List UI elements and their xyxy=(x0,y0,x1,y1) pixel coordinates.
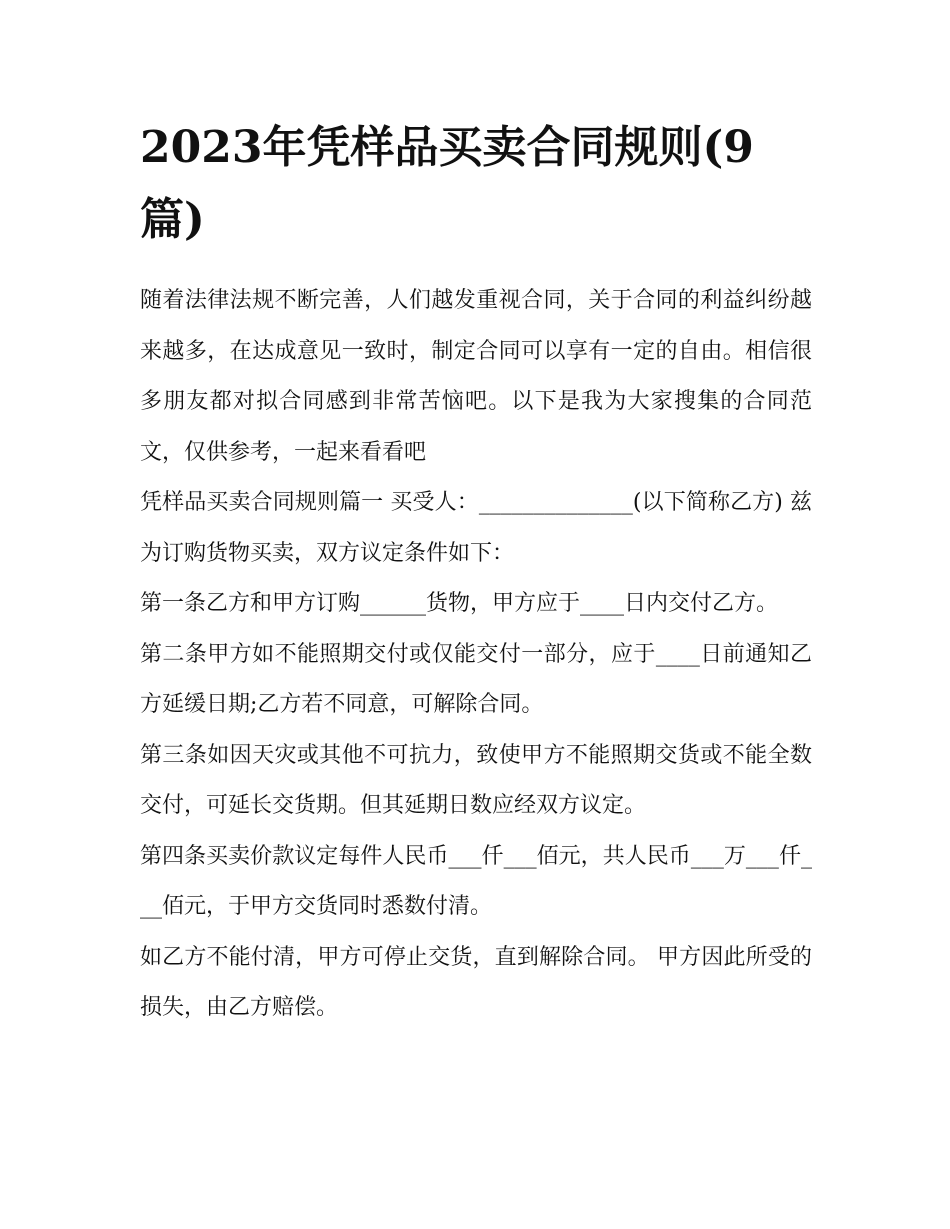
document-page xyxy=(140,112,812,1034)
intro-paragraph: 随着法律法规不断完善，人们越发重视合同，关于合同的利益纠纷越来越多，在达成意见一致时，制定合同可以享有一定的自由。相信很多朋友都对拟合同感到非常苦恼吧。以下是我为大家搜集的合同范文，仅供参考，一起来看看吧 xyxy=(140,288,812,465)
payment-default-paragraph: 如乙方不能付清，甲方可停止交货，直到解除合同。 甲方因此所受的损失，由乙方赔偿。 xyxy=(140,944,812,1020)
article-4-paragraph: 第四条买卖价款议定每件人民币___仟___佰元，共人民币___万___仟___佰元，于甲方交货同时悉数付清。 xyxy=(140,843,812,919)
article-1-paragraph: 第一条乙方和甲方订购______货物，甲方应于____日内交付乙方。 xyxy=(140,591,779,616)
document-title: 2023年凭样品买卖合同规则(9篇) xyxy=(140,122,754,245)
article-2-paragraph: 第二条甲方如不能照期交付或仅能交付一部分，应于____日前通知乙方延缓日期;乙方若不同意，可解除合同。 xyxy=(140,641,812,717)
article-3-paragraph: 第三条如因天灾或其他不可抗力，致使甲方不能照期交货或不能全数交付，可延长交货期。但其延期日数应经双方议定。 xyxy=(140,742,812,818)
contract-header-paragraph: 凭样品买卖合同规则篇一 买受人：______________(以下简称乙方) 兹为订购货物买卖，双方议定条件如下： xyxy=(140,490,812,566)
